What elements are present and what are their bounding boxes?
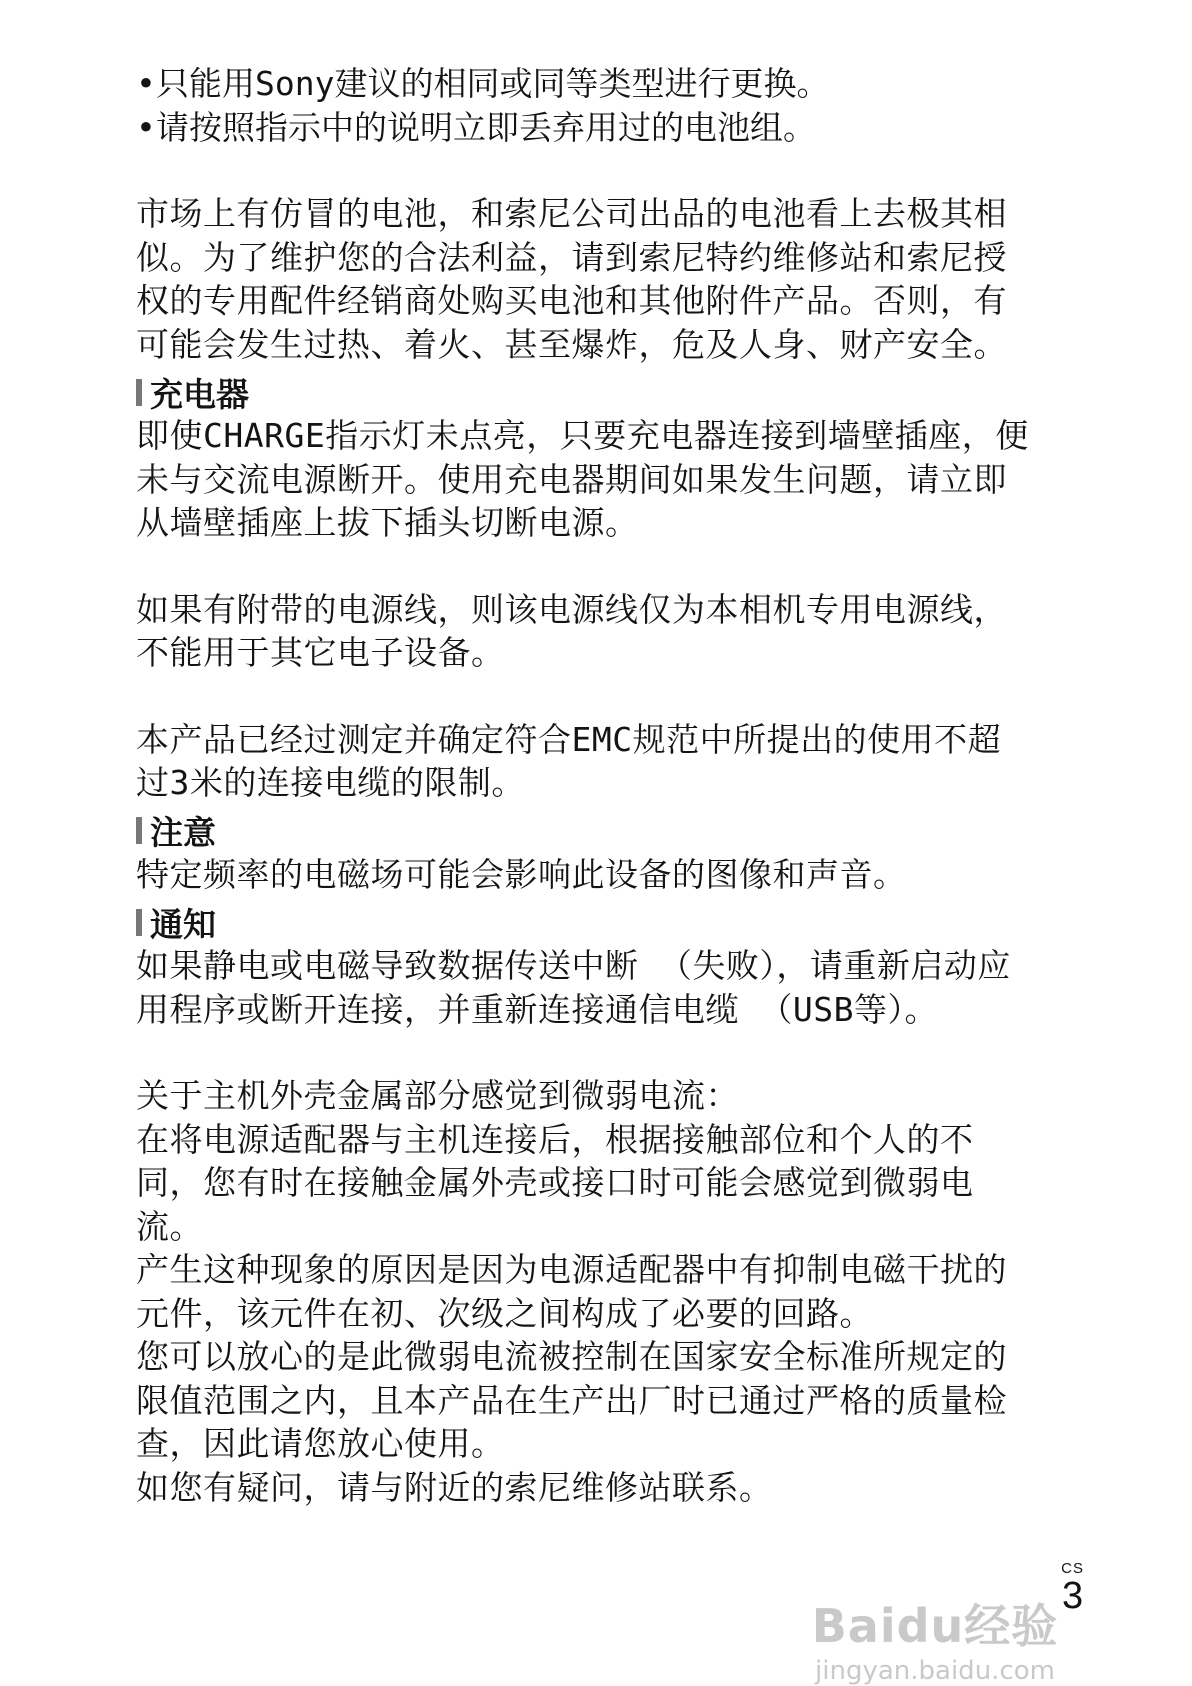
- emc-line: 本产品已经过测定并确定符合EMC规范中所提出的使用不超: [136, 719, 1002, 759]
- current-line: 在将电源适配器与主机连接后，根据接触部位和个人的不: [136, 1119, 974, 1159]
- current-line: 关于主机外壳金属部分感觉到微弱电流：: [136, 1076, 739, 1115]
- current-line: 同，您有时在接触金属外壳或接口时可能会感觉到微弱电: [136, 1163, 974, 1202]
- current-line: 限值范围之内，且本产品在生产出厂时已通过严格的质量检: [136, 1380, 1007, 1420]
- caution-line: 特定频率的电磁场可能会影响此设备的图像和声音。: [136, 854, 907, 894]
- battery-warning-line: 市场上有仿冒的电池，和索尼公司出品的电池看上去极其相: [136, 194, 1007, 233]
- battery-warning-line: 权的专用配件经销商处购买电池和其他附件产品。否则，有: [136, 281, 1007, 320]
- emc-line: 过3米的连接电缆的限制。: [136, 763, 525, 802]
- current-line: 流。: [136, 1206, 203, 1246]
- power-cord-line: 不能用于其它电子设备。: [136, 633, 505, 672]
- notice-line: 用程序或断开连接，并重新连接通信电缆 （USB等）。: [136, 989, 938, 1029]
- manual-page: [136, 62, 1086, 1509]
- watermark-url: jingyan.baidu.com: [815, 1656, 1055, 1686]
- bullet-dot: •: [136, 64, 156, 103]
- current-line: 您可以放心的是此微弱电流被控制在国家安全标准所规定的: [136, 1337, 1007, 1376]
- current-line: 元件，该元件在初、次级之间构成了必要的回路。: [136, 1293, 873, 1333]
- current-line: 产生这种现象的原因是因为电源适配器中有抑制电磁干扰的: [136, 1250, 1007, 1289]
- power-cord-line: 如果有附带的电源线，则该电源线仅为本相机专用电源线，: [136, 589, 1007, 629]
- battery-warning-line: 可能会发生过热、着火、甚至爆炸，危及人身、财产安全。: [136, 324, 1007, 364]
- page-num: 3: [1062, 1575, 1084, 1617]
- notice-line: 如果静电或电磁导致数据传送中断 （失败），请重新启动应: [136, 946, 1011, 985]
- charger-line: 未与交流电源断开。使用充电器期间如果发生问题，请立即: [136, 459, 1007, 499]
- watermark-logo: Baidu经验: [811, 1599, 1059, 1653]
- heading-bar: [136, 909, 142, 936]
- bullet-item: • 请按照指示中的说明立即丢弃用过的电池组。: [136, 106, 1086, 150]
- heading-bar: [136, 379, 142, 406]
- current-line: 如您有疑问，请与附近的索尼维修站联系。: [136, 1467, 773, 1507]
- section-heading-charger: 充电器: [136, 370, 1086, 414]
- battery-warning-line: 似。为了维护您的合法利益，请到索尼特约维修站和索尼授: [136, 237, 1007, 277]
- section-heading-notice: 通知: [136, 900, 1086, 944]
- current-line: 查，因此请您放心使用。: [136, 1424, 505, 1463]
- page-number: [1061, 1560, 1084, 1615]
- heading-bar: [136, 817, 142, 844]
- bullet-item: • 只能用Sony建议的相同或同等类型进行更换。: [136, 62, 1086, 106]
- charger-line: 从墙壁插座上拔下插头切断电源。: [136, 503, 639, 542]
- section-heading-caution: 注意: [136, 809, 1086, 853]
- charger-line: 即使CHARGE指示灯未点亮，只要充电器连接到墙壁插座，便: [136, 416, 1029, 455]
- page-lang-code: CS: [1061, 1560, 1084, 1577]
- baidu-watermark: [790, 1590, 1080, 1686]
- bullet-dot: •: [136, 107, 156, 147]
